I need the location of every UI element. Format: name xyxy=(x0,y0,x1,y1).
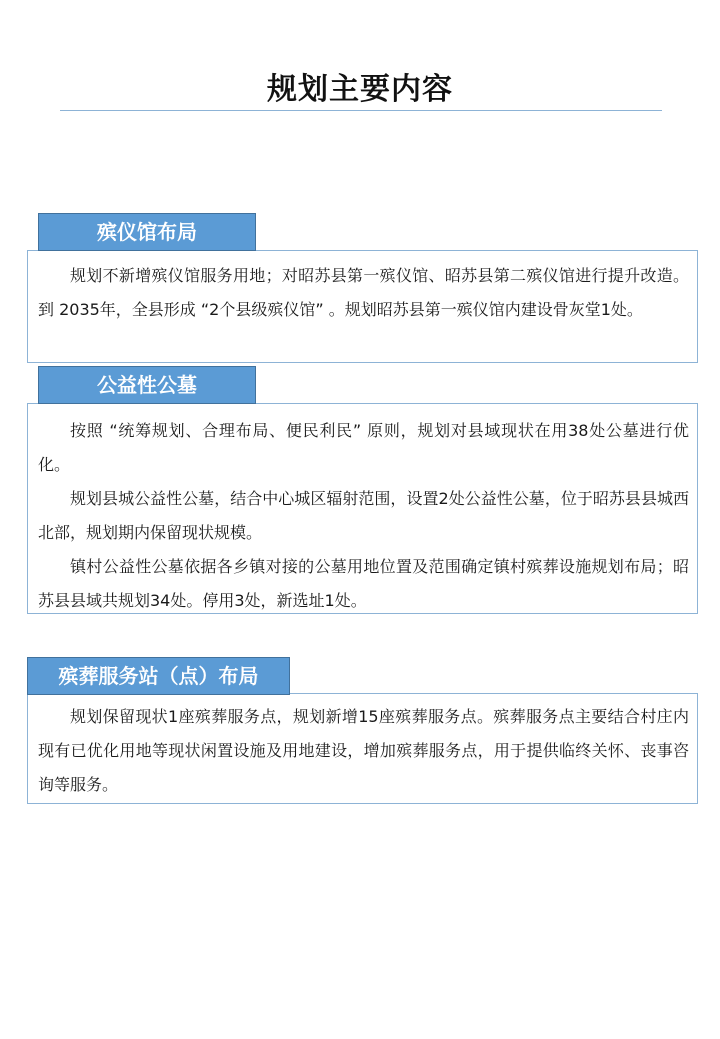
section-paragraph: 规划县城公益性公墓，结合中心城区辐射范围，设置2处公益性公墓，位于昭苏县县城西北部，规划期内保留现状规模。 xyxy=(38,489,689,542)
section-paragraph: 规划保留现状1座殡葬服务点，规划新增15座殡葬服务点。殡葬服务点主要结合村庄内现有已优化用地等现状闲置设施及用地建设，增加殡葬服务点，用于提供临终关怀、丧事咨询等服务。 xyxy=(38,707,689,794)
section-box-funeral-service-station-layout xyxy=(27,693,698,804)
section-box-public-cemetery xyxy=(27,403,698,614)
section-header-funeral-service-station-layout: 殡葬服务站（点）布局 xyxy=(27,657,290,695)
page-title: 规划主要内容 xyxy=(267,72,453,107)
title-divider xyxy=(60,110,662,111)
section-paragraph: 按照 “统筹规划、合理布局、便民利民” 原则，规划对县域现状在用38处公墓进行优化。 xyxy=(38,421,689,474)
section-header-public-cemetery: 公益性公墓 xyxy=(38,366,256,404)
section-box-funeral-home-layout xyxy=(27,250,698,363)
section-paragraph: 规划不新增殡仪馆服务用地；对昭苏县第一殡仪馆、昭苏县第二殡仪馆进行提升改造。到 2035年，全县形成 “2个县级殡仪馆” 。规划昭苏县第一殡仪馆内建设骨灰堂1处。 xyxy=(38,266,689,319)
section-header-funeral-home-layout: 殡仪馆布局 xyxy=(38,213,256,251)
section-paragraph: 镇村公益性公墓依据各乡镇对接的公墓用地位置及范围确定镇村殡葬设施规划布局；昭苏县县域共规划34处。停用3处，新选址1处。 xyxy=(38,557,689,610)
